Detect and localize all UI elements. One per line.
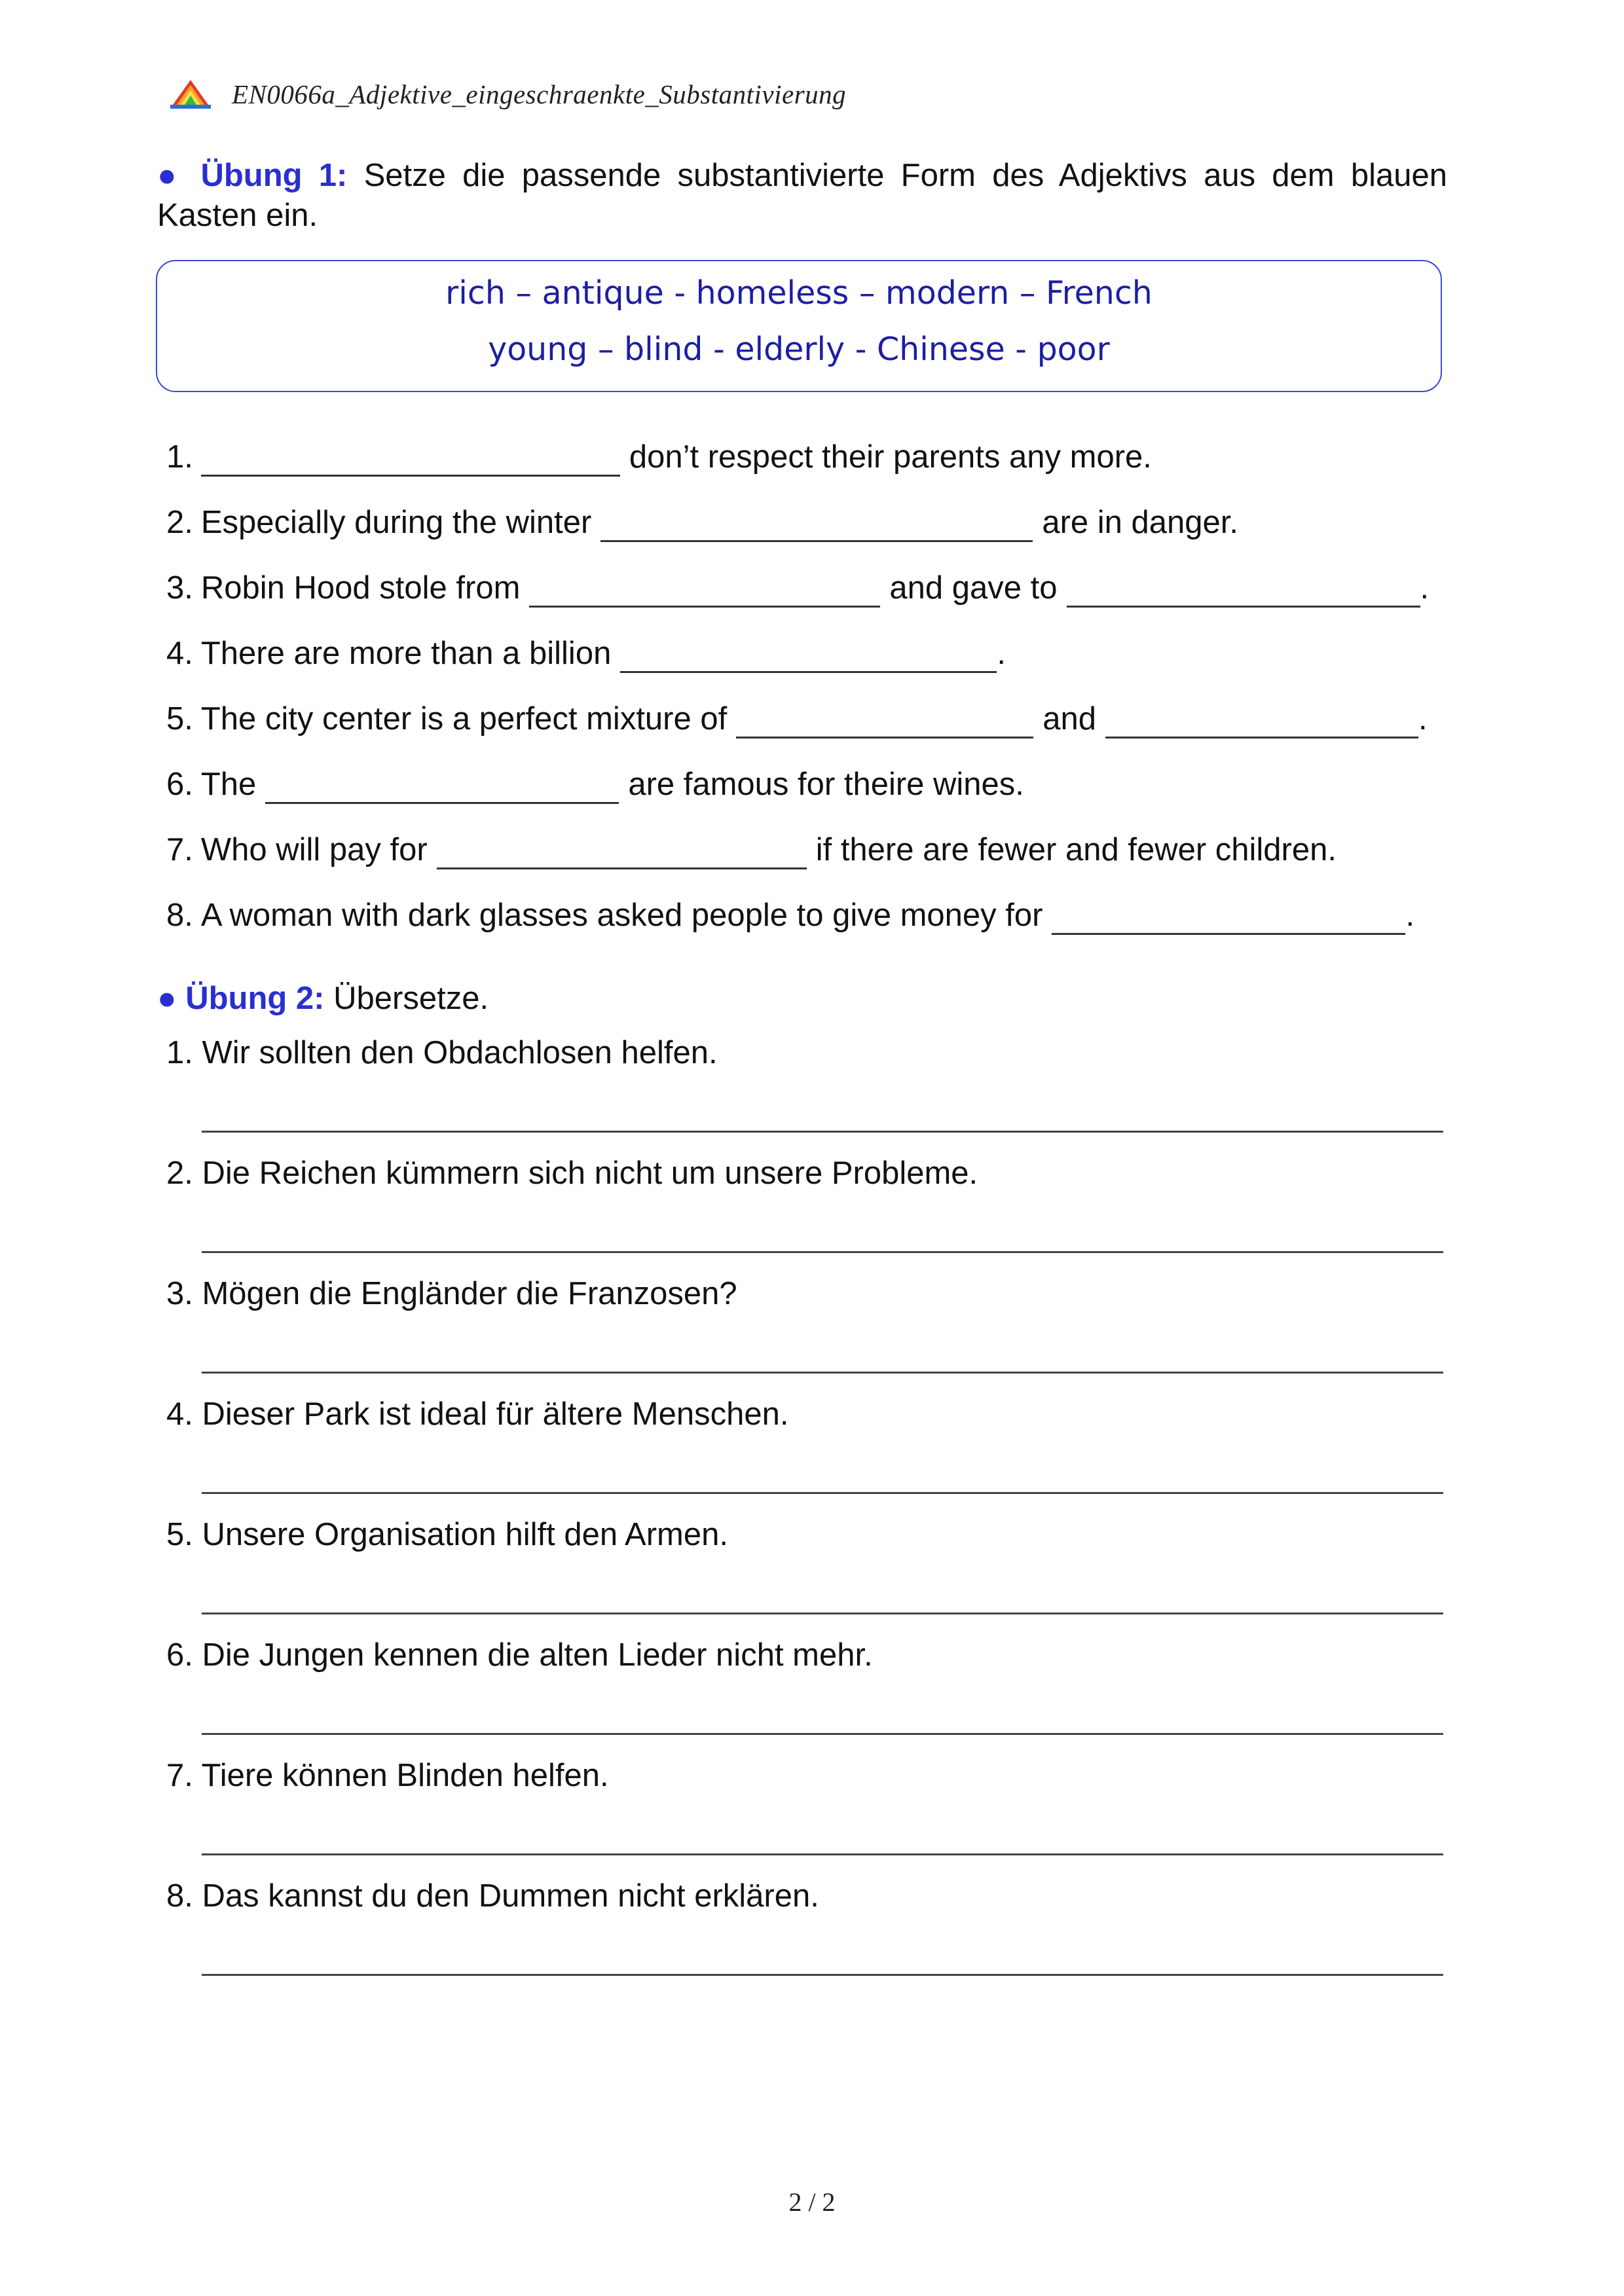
item-text: Especially during the winter	[200, 505, 592, 540]
word-box-line-1: rich – antique - homeless – modern – French	[445, 274, 1153, 312]
word-box-line-2: young – blind - elderly - Chinese - poor	[488, 331, 1110, 368]
exercise-2-item-6: 6. Die Jungen kennen die alten Lieder nicht mehr.	[166, 1637, 873, 1673]
exercise-2-item-5: 5. Unsere Organisation hilft den Armen.	[166, 1517, 728, 1552]
answer-line[interactable]	[202, 1853, 1443, 1855]
item-number: 8.	[166, 898, 193, 933]
exercise-1-item-7	[166, 830, 1337, 869]
item-number: 3.	[166, 570, 193, 606]
item-number: 5.	[166, 701, 193, 737]
exercise-1-item-8	[166, 896, 1414, 935]
exercise-2-label: ● Übung 2:	[157, 981, 325, 1016]
item-text: and	[1043, 701, 1096, 737]
exercise-1-item-2	[166, 503, 1238, 542]
exercise-1-item-4	[166, 634, 1006, 673]
answer-blank[interactable]	[201, 445, 620, 477]
answer-line[interactable]	[202, 1974, 1443, 1976]
item-number: 1.	[166, 439, 193, 475]
exercise-2-item-3: 3. Mögen die Engländer die Franzosen?	[166, 1276, 737, 1311]
item-text: Robin Hood stole from	[200, 570, 521, 606]
answer-line[interactable]	[202, 1131, 1443, 1133]
answer-blank[interactable]	[600, 510, 1033, 542]
item-text: are in danger.	[1042, 505, 1239, 540]
answer-line[interactable]	[202, 1492, 1443, 1494]
answer-line[interactable]	[202, 1613, 1443, 1614]
item-text: .	[1420, 570, 1430, 606]
answer-blank[interactable]	[736, 706, 1033, 738]
answer-blank[interactable]	[620, 641, 997, 673]
item-text: A woman with dark glasses asked people to give money for	[200, 898, 1043, 933]
exercise-2-item-4: 4. Dieser Park ist ideal für ältere Menschen.	[166, 1396, 789, 1432]
answer-line[interactable]	[202, 1733, 1443, 1735]
answer-line[interactable]	[202, 1372, 1443, 1374]
rainbow-pyramid-logo-icon	[169, 79, 212, 110]
answer-line[interactable]	[202, 1251, 1443, 1253]
exercise-2-item-2: 2. Die Reichen kümmern sich nicht um unsere Probleme.	[166, 1156, 978, 1191]
item-number: 6.	[166, 767, 193, 802]
word-box	[156, 260, 1442, 392]
page-header	[169, 76, 846, 113]
exercise-1-item-1	[166, 437, 1152, 477]
item-text: The city center is a perfect mixture of	[200, 701, 728, 737]
item-text: Who will pay for	[200, 832, 428, 867]
item-text: and gave to	[889, 570, 1058, 606]
document-title: EN0066a_Adjektive_eingeschraenkte_Substantivierung	[232, 79, 847, 109]
exercise-1-instruction: Setze die passende substantivierte Form des Adjektivs aus dem blauen Kasten ein.	[157, 158, 1447, 233]
item-number: 2.	[166, 505, 193, 540]
item-text: don’t respect their parents any more.	[629, 439, 1152, 475]
item-number: 4.	[166, 636, 193, 671]
answer-blank[interactable]	[1052, 903, 1405, 935]
answer-blank[interactable]	[265, 772, 619, 804]
answer-blank[interactable]	[1067, 575, 1420, 608]
answer-blank[interactable]	[437, 837, 807, 869]
exercise-1-heading	[157, 156, 1447, 236]
exercise-2-item-1: 1. Wir sollten den Obdachlosen helfen.	[166, 1035, 718, 1070]
item-text: The	[200, 767, 257, 802]
exercise-1-label: ● Übung 1:	[157, 158, 348, 193]
exercise-1-item-5	[166, 699, 1428, 738]
exercise-2-item-8: 8. Das kannst du den Dummen nicht erklären.	[166, 1878, 819, 1914]
exercise-1-item-6	[166, 765, 1024, 804]
item-text: if there are fewer and fewer children.	[815, 832, 1337, 867]
exercise-2-heading	[157, 979, 489, 1019]
item-text: .	[1405, 898, 1415, 933]
item-text: There are more than a billion	[200, 636, 612, 671]
exercise-2-instruction: Übersetze.	[324, 981, 489, 1016]
answer-blank[interactable]	[529, 575, 880, 608]
page-number: 2 / 2	[788, 2187, 836, 2217]
item-text: .	[997, 636, 1006, 671]
answer-blank[interactable]	[1105, 706, 1418, 738]
item-number: 7.	[166, 832, 193, 867]
item-text: .	[1418, 701, 1428, 737]
exercise-2-item-7: 7. Tiere können Blinden helfen.	[166, 1758, 609, 1793]
item-text: are famous for theire wines.	[628, 767, 1024, 802]
exercise-1-item-3	[166, 568, 1429, 608]
